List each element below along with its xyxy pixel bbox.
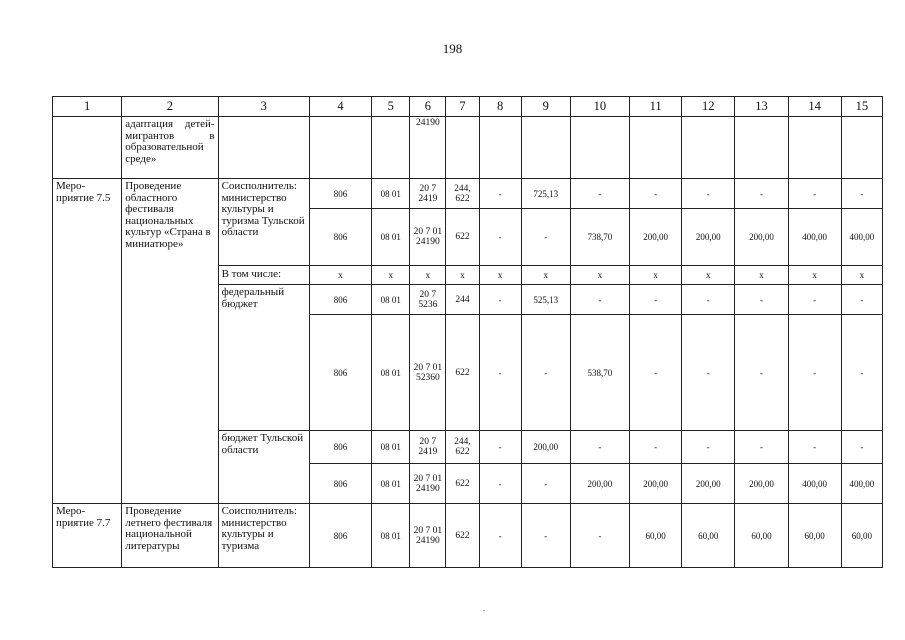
cell-value: - bbox=[479, 315, 521, 431]
scan-dot bbox=[483, 610, 485, 611]
cell-value: 08 01 bbox=[372, 209, 410, 266]
event-label: Меро-приятие 7.7 bbox=[53, 504, 122, 568]
cell-value: - bbox=[630, 315, 682, 431]
including-label: В том числе: bbox=[218, 266, 309, 285]
cell-value: 200,00 bbox=[735, 464, 788, 504]
cell-value: х bbox=[479, 266, 521, 285]
cell-value: х bbox=[735, 266, 788, 285]
table-row bbox=[53, 504, 883, 568]
column-header: 8 bbox=[479, 97, 521, 117]
cell-value: 60,00 bbox=[735, 504, 788, 568]
cell-value: - bbox=[479, 285, 521, 315]
cell-value: - bbox=[521, 464, 570, 504]
cell-value: 60,00 bbox=[788, 504, 841, 568]
column-header: 5 bbox=[372, 97, 410, 117]
cell-value: 08 01 bbox=[372, 464, 410, 504]
column-header: 7 bbox=[446, 97, 479, 117]
cell-value: 08 01 bbox=[372, 315, 410, 431]
cell-value: - bbox=[682, 431, 735, 464]
cell-value: х bbox=[841, 266, 882, 285]
column-header: 10 bbox=[570, 97, 629, 117]
cell-value: 244, 622 bbox=[446, 179, 479, 209]
cell-value: 200,00 bbox=[682, 209, 735, 266]
cell-value: 200,00 bbox=[682, 464, 735, 504]
cell-value: - bbox=[630, 431, 682, 464]
cell-value: 200,00 bbox=[521, 431, 570, 464]
cell-value: 725,13 bbox=[521, 179, 570, 209]
funding-source-label: федеральный бюджет bbox=[218, 285, 309, 431]
event-name: Проведение летнего фестиваля национальной литературы bbox=[122, 504, 218, 568]
cell-value: 622 bbox=[446, 504, 479, 568]
column-header: 14 bbox=[788, 97, 841, 117]
cell-value: 60,00 bbox=[630, 504, 682, 568]
column-header: 2 bbox=[122, 97, 218, 117]
executor-cell: Соисполнитель: министерство культуры и туризма bbox=[218, 504, 309, 568]
cell-value: - bbox=[735, 179, 788, 209]
cell-value: - bbox=[570, 504, 629, 568]
cell-value: х bbox=[372, 266, 410, 285]
cell-value: 08 01 bbox=[372, 179, 410, 209]
cell-value: - bbox=[735, 285, 788, 315]
cell-value: 400,00 bbox=[788, 464, 841, 504]
cell-value: - bbox=[841, 431, 882, 464]
cell-value: - bbox=[479, 504, 521, 568]
cell-value: 538,70 bbox=[570, 315, 629, 431]
cell-value: - bbox=[682, 285, 735, 315]
cell-value: - bbox=[570, 431, 629, 464]
cell-value: - bbox=[735, 315, 788, 431]
cell-value: - bbox=[630, 285, 682, 315]
cell-value: - bbox=[788, 431, 841, 464]
cell-value: - bbox=[630, 179, 682, 209]
cell-value: 806 bbox=[309, 285, 371, 315]
column-header: 1 bbox=[53, 97, 122, 117]
table-row bbox=[53, 179, 883, 209]
cell-value: х bbox=[788, 266, 841, 285]
cell-value: 622 bbox=[446, 315, 479, 431]
funding-source-label: бюджет Тульской области bbox=[218, 431, 309, 504]
event-label: Меро-приятие 7.5 bbox=[53, 179, 122, 504]
cell-value: 20 7 01 24190 bbox=[410, 209, 446, 266]
cell-value: 622 bbox=[446, 464, 479, 504]
cell-value: - bbox=[479, 431, 521, 464]
column-header: 11 bbox=[630, 97, 682, 117]
budget-table bbox=[52, 96, 883, 568]
cell-value: - bbox=[682, 179, 735, 209]
cell-value: - bbox=[841, 315, 882, 431]
cell-value: 20 7 01 24190 bbox=[410, 464, 446, 504]
cell-value: - bbox=[479, 464, 521, 504]
cell-value: 806 bbox=[309, 431, 371, 464]
column-header: 4 bbox=[309, 97, 371, 117]
cell-value: х bbox=[570, 266, 629, 285]
cell-value: 60,00 bbox=[841, 504, 882, 568]
cell-value: - bbox=[788, 315, 841, 431]
cell-value: 200,00 bbox=[570, 464, 629, 504]
event-name: Проведение областного фестиваля национальных культур «Страна в миниатюре» bbox=[122, 179, 218, 504]
cell-value: 20 7 2419 bbox=[410, 431, 446, 464]
cell-value: х bbox=[682, 266, 735, 285]
cell-value: 200,00 bbox=[630, 464, 682, 504]
cell-value: - bbox=[788, 285, 841, 315]
cell-value: 20 7 5236 bbox=[410, 285, 446, 315]
cell-value: 806 bbox=[309, 209, 371, 266]
cell-value: 08 01 bbox=[372, 504, 410, 568]
cell-value: - bbox=[682, 315, 735, 431]
cell-value: - bbox=[788, 179, 841, 209]
cell-value: 400,00 bbox=[841, 209, 882, 266]
cell-value: 20 7 01 52360 bbox=[410, 315, 446, 431]
cell-value: 08 01 bbox=[372, 285, 410, 315]
cell-value: х bbox=[410, 266, 446, 285]
cell-value: 08 01 bbox=[372, 431, 410, 464]
cell-value: 622 bbox=[446, 209, 479, 266]
cell-value: 20 7 2419 bbox=[410, 179, 446, 209]
cell-value: 244 bbox=[446, 285, 479, 315]
cell-value: - bbox=[479, 209, 521, 266]
cell-value: - bbox=[570, 179, 629, 209]
column-header: 12 bbox=[682, 97, 735, 117]
cell-value: 400,00 bbox=[788, 209, 841, 266]
cell-value: 806 bbox=[309, 315, 371, 431]
cell-value: 806 bbox=[309, 464, 371, 504]
cell-value: 400,00 bbox=[841, 464, 882, 504]
cell-value: х bbox=[309, 266, 371, 285]
cell-value: 738,70 bbox=[570, 209, 629, 266]
cell-code: 24190 bbox=[410, 117, 446, 179]
cell-value: х bbox=[521, 266, 570, 285]
cell-value: 60,00 bbox=[682, 504, 735, 568]
cell-value: 20 7 01 24190 bbox=[410, 504, 446, 568]
cell-value: - bbox=[521, 504, 570, 568]
cell-value: - bbox=[735, 431, 788, 464]
cell-value: - bbox=[570, 285, 629, 315]
column-header: 15 bbox=[841, 97, 882, 117]
cell-value: - bbox=[479, 179, 521, 209]
cell-value: - bbox=[841, 179, 882, 209]
column-header: 3 bbox=[218, 97, 309, 117]
cell-value: 806 bbox=[309, 504, 371, 568]
cell-value: - bbox=[521, 315, 570, 431]
executor-cell: Соисполнитель: министерство культуры и туризма Тульской области bbox=[218, 179, 309, 266]
cell-value: х bbox=[446, 266, 479, 285]
cell-value: 525,13 bbox=[521, 285, 570, 315]
header-row bbox=[53, 97, 883, 117]
table-row bbox=[53, 117, 883, 179]
cell-value: 200,00 bbox=[735, 209, 788, 266]
column-header: 9 bbox=[521, 97, 570, 117]
cell-value: 200,00 bbox=[630, 209, 682, 266]
column-header: 13 bbox=[735, 97, 788, 117]
cell-value: 806 bbox=[309, 179, 371, 209]
cell-value: - bbox=[841, 285, 882, 315]
column-header: 6 bbox=[410, 97, 446, 117]
cell-value: х bbox=[630, 266, 682, 285]
event-name-continued: адаптация детей-мигрантов в образовательной среде» bbox=[122, 117, 218, 179]
cell-value: - bbox=[521, 209, 570, 266]
page-number: 198 bbox=[442, 41, 463, 56]
cell-value: 244, 622 bbox=[446, 431, 479, 464]
